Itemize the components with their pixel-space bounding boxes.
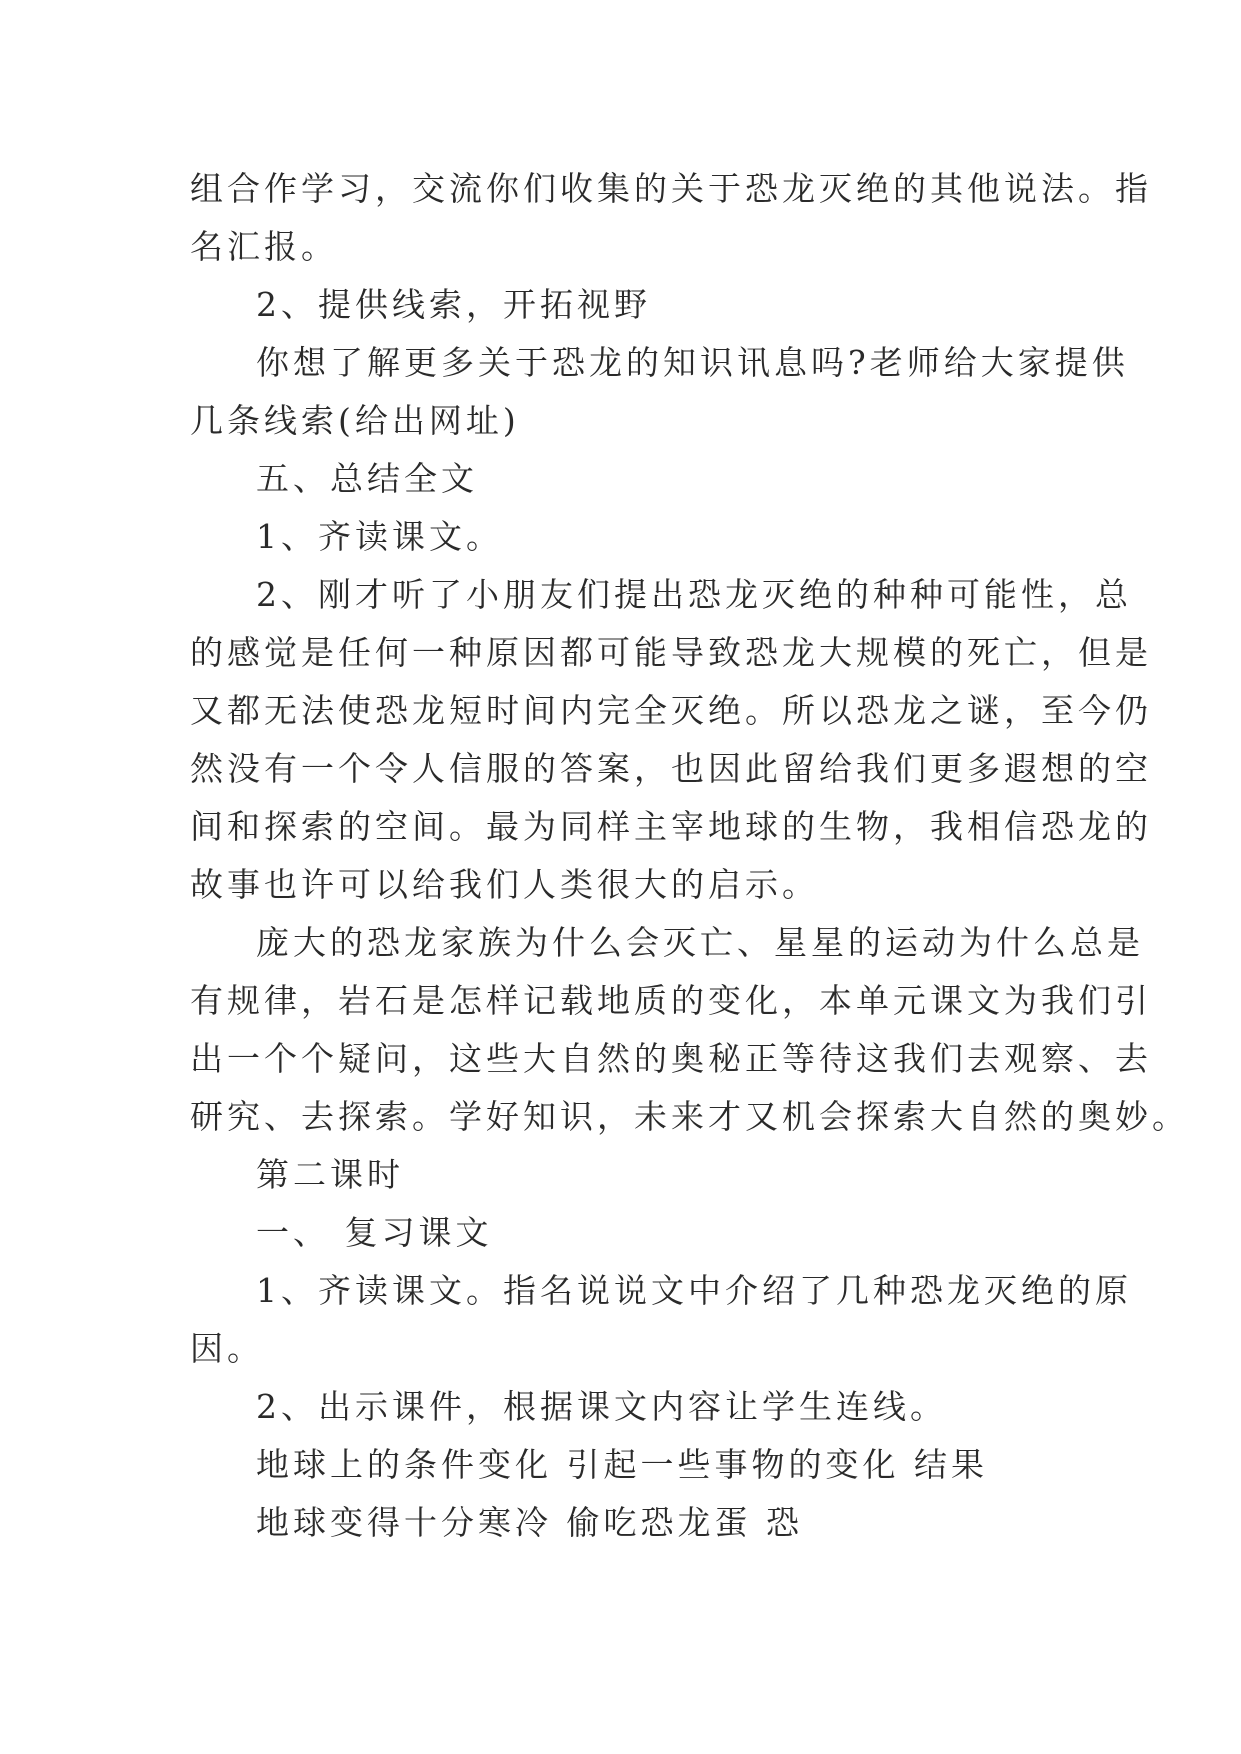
paragraph <box>190 450 1050 508</box>
text-line: 名汇报。 <box>190 227 338 266</box>
paragraph <box>190 276 1050 334</box>
text-line: 间和探索的空间。最为同样主宰地球的生物，我相信恐龙的 <box>190 807 1152 846</box>
text-line: 研究、去探索。学好知识，未来才又机会探索大自然的奥妙。 <box>190 1097 1189 1136</box>
text-line: 地球变得十分寒冷 偷吃恐龙蛋 恐 <box>256 1503 803 1542</box>
text-line: 的感觉是任何一种原因都可能导致恐龙大规模的死亡，但是 <box>190 633 1152 672</box>
text-line: 庞大的恐龙家族为什么会灭亡、星星的运动为什么总是 <box>256 923 1144 962</box>
text-line: 2、出示课件，根据课文内容让学生连线。 <box>256 1387 947 1426</box>
paragraph <box>190 508 1050 566</box>
paragraph <box>190 566 1152 914</box>
text-line: 故事也许可以给我们人类很大的启示。 <box>190 865 819 904</box>
paragraph <box>190 914 1189 1146</box>
text-line: 又都无法使恐龙短时间内完全灭绝。所以恐龙之谜，至今仍 <box>190 691 1152 730</box>
paragraph <box>190 1262 1132 1378</box>
text-line: 一、 复习课文 <box>256 1213 493 1252</box>
paragraph <box>190 1204 1050 1262</box>
text-line: 地球上的条件变化 引起一些事物的变化 结果 <box>256 1445 988 1484</box>
paragraph <box>190 1494 1050 1552</box>
text-line: 1、齐读课文。指名说说文中介绍了几种恐龙灭绝的原 <box>256 1271 1132 1310</box>
paragraph <box>190 1436 1050 1494</box>
text-line: 五、总结全文 <box>256 459 478 498</box>
text-line: 1、齐读课文。 <box>256 517 503 556</box>
text-line: 出一个个疑问，这些大自然的奥秘正等待这我们去观察、去 <box>190 1039 1152 1078</box>
text-line: 2、刚才听了小朋友们提出恐龙灭绝的种种可能性，总 <box>256 575 1132 614</box>
paragraph <box>190 1146 1050 1204</box>
paragraph <box>190 334 1129 450</box>
text-line: 因。 <box>190 1329 264 1368</box>
text-line: 组合作学习，交流你们收集的关于恐龙灭绝的其他说法。指 <box>190 169 1152 208</box>
text-line: 有规律，岩石是怎样记载地质的变化，本单元课文为我们引 <box>190 981 1152 1020</box>
text-line: 你想了解更多关于恐龙的知识讯息吗?老师给大家提供 <box>256 343 1129 382</box>
paragraph <box>190 1378 1050 1436</box>
text-line: 几条线索(给出网址) <box>190 401 520 440</box>
paragraph <box>190 160 1152 276</box>
document-body <box>190 160 1189 1552</box>
text-line: 2、提供线索，开拓视野 <box>256 285 651 324</box>
text-line: 第二课时 <box>256 1155 404 1194</box>
text-line: 然没有一个令人信服的答案，也因此留给我们更多遐想的空 <box>190 749 1152 788</box>
